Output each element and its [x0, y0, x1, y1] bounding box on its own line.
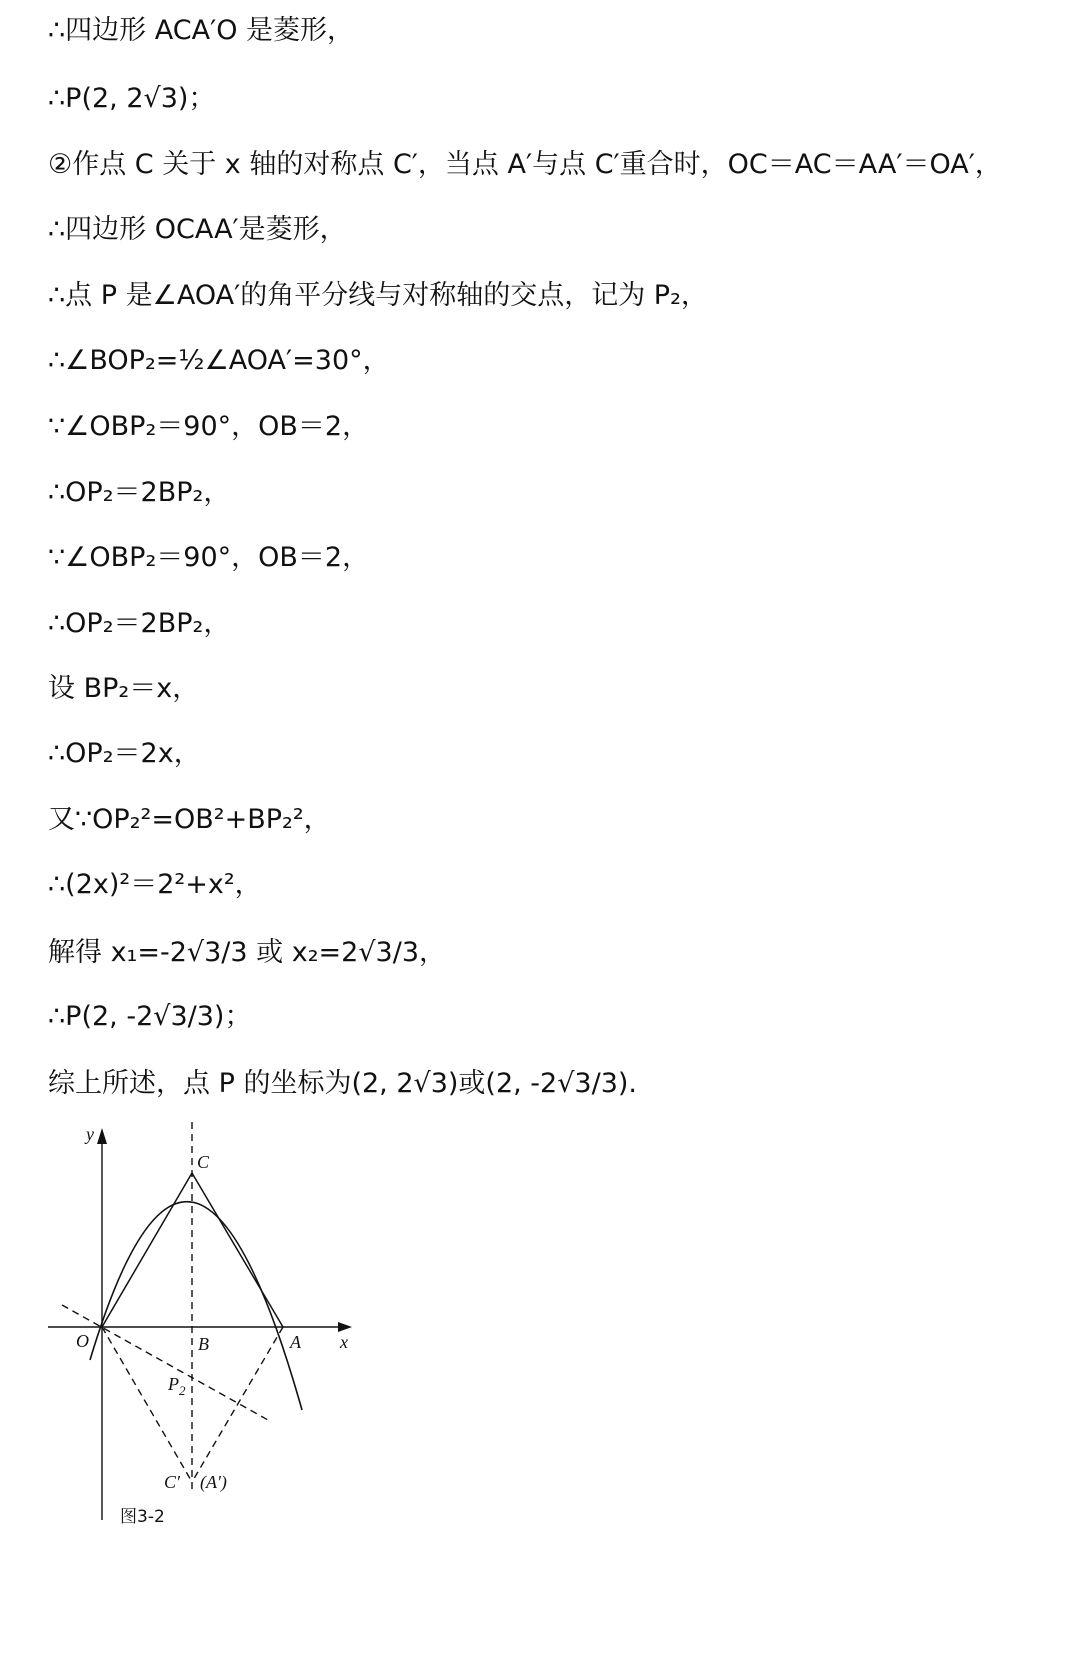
label-a: A	[290, 1332, 301, 1352]
figure-caption: 图3-2	[120, 1507, 165, 1527]
segment-oc-prime	[102, 1327, 192, 1482]
line-12: ∴OP₂＝2x，	[48, 738, 201, 769]
label-c: C	[197, 1152, 210, 1172]
line-2: ∴P(2, 2√3)；	[48, 83, 216, 114]
label-x: x	[340, 1332, 348, 1352]
line-5: ∴点 P 是∠AOA′的角平分线与对称轴的交点，记为 P₂，	[48, 280, 708, 311]
geometry-figure	[40, 1120, 370, 1540]
line-14: ∴(2x)²＝2²+x²，	[48, 869, 262, 900]
line-9: ∵∠OBP₂＝90°，OB＝2，	[48, 542, 370, 573]
line-11: 设 BP₂＝x，	[48, 673, 200, 704]
y-axis-arrow	[97, 1128, 107, 1144]
line-10: ∴OP₂＝2BP₂，	[48, 608, 231, 639]
line-7: ∵∠OBP₂＝90°，OB＝2，	[48, 411, 370, 442]
label-y: y	[86, 1124, 94, 1144]
line-1: ∴四边形 ACA′O 是菱形，	[48, 15, 355, 46]
line-3: ②作点 C 关于 x 轴的对称点 C′，当点 A′与点 C′重合时，OC＝AC＝AA′＝OA′，	[48, 149, 1002, 180]
line-13: 又∵OP₂²=OB²+BP₂²，	[48, 804, 331, 835]
label-b: B	[198, 1334, 209, 1354]
line-15: 解得 x₁=-2√3/3 或 x₂=2√3/3，	[48, 937, 447, 968]
segment-ca	[192, 1173, 283, 1327]
segment-oc	[102, 1173, 192, 1327]
x-axis-arrow	[338, 1322, 352, 1332]
line-16: ∴P(2, -2√3/3)；	[48, 1001, 252, 1032]
label-o: O	[76, 1331, 89, 1351]
line-4: ∴四边形 OCAA′是菱形，	[48, 214, 347, 245]
line-8: ∴OP₂＝2BP₂，	[48, 477, 231, 508]
angle-bisector	[62, 1305, 268, 1420]
label-p2: $P_2$	[168, 1374, 186, 1398]
label-a-prime: (A′)	[200, 1472, 227, 1492]
line-17: 综上所述，点 P 的坐标为(2, 2√3)或(2, -2√3/3).	[48, 1068, 637, 1099]
line-6: ∴∠BOP₂=½∠AOA′=30°，	[48, 345, 390, 376]
label-c-prime: C′	[164, 1472, 180, 1492]
